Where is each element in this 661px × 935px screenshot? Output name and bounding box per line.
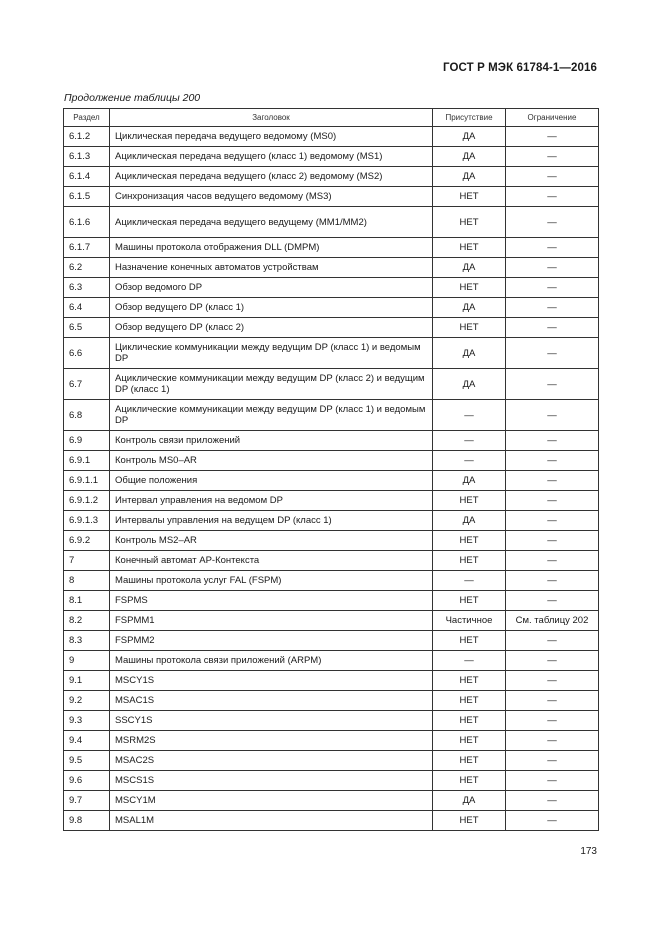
cell-section: 6.9.1 [64, 451, 110, 471]
cell-limitation: — [506, 571, 599, 591]
table-row [64, 791, 599, 811]
cell-limitation: — [506, 711, 599, 731]
cell-limitation: — [506, 207, 599, 238]
cell-title: Интервал управления на ведомом DP [110, 491, 433, 511]
cell-section: 6.9 [64, 431, 110, 451]
cell-section: 8.2 [64, 611, 110, 631]
table-row [64, 238, 599, 258]
cell-section: 9.1 [64, 671, 110, 691]
cell-title: MSAC2S [110, 751, 433, 771]
cell-presence: НЕТ [433, 187, 506, 207]
cell-presence: НЕТ [433, 811, 506, 831]
table-row [64, 338, 599, 369]
table-row [64, 531, 599, 551]
column-header-presence: Присутствие [433, 109, 506, 127]
cell-presence: — [433, 571, 506, 591]
cell-limitation: — [506, 651, 599, 671]
cell-title: Ациклические коммуникации между ведущим DP (класс 1) и ведомым DP [110, 400, 433, 431]
cell-title: Обзор ведущего DP (класс 2) [110, 318, 433, 338]
cell-title: Машины протокола связи приложений (ARPM) [110, 651, 433, 671]
table-row [64, 431, 599, 451]
table-row [64, 127, 599, 147]
cell-limitation: — [506, 187, 599, 207]
cell-presence: ДА [433, 511, 506, 531]
cell-presence: НЕТ [433, 278, 506, 298]
cell-presence: НЕТ [433, 207, 506, 238]
table-body [64, 127, 599, 831]
cell-limitation: — [506, 591, 599, 611]
cell-limitation: — [506, 511, 599, 531]
cell-section: 6.4 [64, 298, 110, 318]
cell-limitation: — [506, 431, 599, 451]
cell-section: 6.1.2 [64, 127, 110, 147]
cell-title: Ациклические коммуникации между ведущим DP (класс 2) и ведущим DP (класс 1) [110, 369, 433, 400]
cell-limitation: — [506, 451, 599, 471]
cell-presence: НЕТ [433, 711, 506, 731]
cell-section: 6.9.1.1 [64, 471, 110, 491]
table-row [64, 551, 599, 571]
table-row [64, 571, 599, 591]
table-row [64, 369, 599, 400]
cell-presence: ДА [433, 369, 506, 400]
cell-title: Контроль MS0–AR [110, 451, 433, 471]
cell-section: 6.9.1.2 [64, 491, 110, 511]
cell-limitation: — [506, 631, 599, 651]
cell-limitation: — [506, 147, 599, 167]
cell-section: 8.3 [64, 631, 110, 651]
cell-limitation: — [506, 531, 599, 551]
cell-title: Циклическая передача ведущего ведомому (MS0) [110, 127, 433, 147]
cell-section: 8.1 [64, 591, 110, 611]
table-row [64, 591, 599, 611]
cell-presence: НЕТ [433, 591, 506, 611]
cell-title: MSCY1M [110, 791, 433, 811]
cell-limitation: — [506, 238, 599, 258]
cell-title: Циклические коммуникации между ведущим DP (класс 1) и ведомым DP [110, 338, 433, 369]
cell-section: 6.1.7 [64, 238, 110, 258]
cell-section: 9 [64, 651, 110, 671]
cell-section: 6.9.1.3 [64, 511, 110, 531]
cell-section: 9.5 [64, 751, 110, 771]
cell-presence: ДА [433, 167, 506, 187]
cell-presence: НЕТ [433, 318, 506, 338]
column-header-title: Заголовок [110, 109, 433, 127]
cell-limitation: — [506, 731, 599, 751]
cell-section: 6.9.2 [64, 531, 110, 551]
table-row [64, 451, 599, 471]
table-row [64, 318, 599, 338]
cell-presence: Частичное [433, 611, 506, 631]
cell-presence: НЕТ [433, 691, 506, 711]
cell-presence: — [433, 431, 506, 451]
table-row [64, 731, 599, 751]
cell-title: Машины протокола услуг FAL (FSPM) [110, 571, 433, 591]
cell-limitation: — [506, 167, 599, 187]
table-row [64, 691, 599, 711]
cell-section: 6.3 [64, 278, 110, 298]
cell-section: 9.4 [64, 731, 110, 751]
cell-limitation: — [506, 671, 599, 691]
cell-section: 6.2 [64, 258, 110, 278]
cell-title: Интервалы управления на ведущем DP (класс 1) [110, 511, 433, 531]
cell-title: Ациклическая передача ведущего (класс 1) ведомому (MS1) [110, 147, 433, 167]
document-standard-id: ГОСТ Р МЭК 61784-1—2016 [443, 62, 597, 74]
table-row [64, 400, 599, 431]
cell-presence: ДА [433, 298, 506, 318]
table-row [64, 771, 599, 791]
cell-limitation: — [506, 258, 599, 278]
table-row [64, 258, 599, 278]
table-row [64, 167, 599, 187]
cell-title: MSCY1S [110, 671, 433, 691]
cell-presence: НЕТ [433, 491, 506, 511]
cell-title: FSPMS [110, 591, 433, 611]
cell-presence: — [433, 651, 506, 671]
cell-presence: НЕТ [433, 551, 506, 571]
cell-presence: — [433, 400, 506, 431]
cell-presence: — [433, 451, 506, 471]
cell-limitation: См. таблицу 202 [506, 611, 599, 631]
cell-section: 9.3 [64, 711, 110, 731]
cell-section: 9.2 [64, 691, 110, 711]
cell-title: Обзор ведущего DP (класс 1) [110, 298, 433, 318]
cell-limitation: — [506, 127, 599, 147]
table-row [64, 651, 599, 671]
cell-section: 6.7 [64, 369, 110, 400]
cell-limitation: — [506, 278, 599, 298]
cell-title: Контроль связи приложений [110, 431, 433, 451]
table-row [64, 811, 599, 831]
cell-title: MSCS1S [110, 771, 433, 791]
cell-presence: НЕТ [433, 751, 506, 771]
cell-presence: НЕТ [433, 531, 506, 551]
cell-presence: ДА [433, 471, 506, 491]
table-row [64, 751, 599, 771]
table-row [64, 207, 599, 238]
cell-section: 6.5 [64, 318, 110, 338]
cell-presence: НЕТ [433, 731, 506, 751]
cell-limitation: — [506, 751, 599, 771]
table-row [64, 278, 599, 298]
cell-limitation: — [506, 369, 599, 400]
cell-limitation: — [506, 400, 599, 431]
cell-title: MSAC1S [110, 691, 433, 711]
cell-presence: НЕТ [433, 631, 506, 651]
cell-presence: НЕТ [433, 771, 506, 791]
table-row [64, 511, 599, 531]
table-row [64, 187, 599, 207]
cell-title: Синхронизация часов ведущего ведомому (MS3) [110, 187, 433, 207]
table-row [64, 471, 599, 491]
cell-section: 6.1.4 [64, 167, 110, 187]
table-row [64, 147, 599, 167]
table-header-row [64, 109, 599, 127]
cell-limitation: — [506, 471, 599, 491]
cell-title: Ациклическая передача ведущего ведущему (MM1/MM2) [110, 207, 433, 238]
cell-title: Конечный автомат AP-Контекста [110, 551, 433, 571]
cell-title: FSPMM1 [110, 611, 433, 631]
cell-presence: НЕТ [433, 238, 506, 258]
cell-section: 6.6 [64, 338, 110, 369]
cell-title: Назначение конечных автоматов устройствам [110, 258, 433, 278]
cell-limitation: — [506, 811, 599, 831]
table-row [64, 611, 599, 631]
table-row [64, 631, 599, 651]
cell-section: 9.8 [64, 811, 110, 831]
cell-title: Общие положения [110, 471, 433, 491]
cell-section: 9.6 [64, 771, 110, 791]
cell-title: Ациклическая передача ведущего (класс 2) ведомому (MS2) [110, 167, 433, 187]
cell-presence: ДА [433, 258, 506, 278]
cell-section: 8 [64, 571, 110, 591]
cell-limitation: — [506, 338, 599, 369]
cell-limitation: — [506, 491, 599, 511]
cell-limitation: — [506, 298, 599, 318]
column-header-limitation: Ограничение [506, 109, 599, 127]
cell-title: Контроль MS2–AR [110, 531, 433, 551]
cell-presence: ДА [433, 791, 506, 811]
cell-title: Обзор ведомого DP [110, 278, 433, 298]
table-row [64, 491, 599, 511]
cell-presence: ДА [433, 127, 506, 147]
page-number: 173 [580, 846, 597, 857]
table-row [64, 671, 599, 691]
cell-limitation: — [506, 771, 599, 791]
table-caption: Продолжение таблицы 200 [64, 92, 201, 104]
cell-presence: ДА [433, 147, 506, 167]
cell-title: SSCY1S [110, 711, 433, 731]
cell-section: 6.1.3 [64, 147, 110, 167]
cell-section: 6.8 [64, 400, 110, 431]
table-row [64, 711, 599, 731]
cell-section: 6.1.5 [64, 187, 110, 207]
cell-title: Машины протокола отображения DLL (DMPM) [110, 238, 433, 258]
cell-title: MSAL1M [110, 811, 433, 831]
cell-presence: ДА [433, 338, 506, 369]
cell-section: 7 [64, 551, 110, 571]
cell-limitation: — [506, 791, 599, 811]
cell-limitation: — [506, 691, 599, 711]
column-header-section: Раздел [64, 109, 110, 127]
cell-limitation: — [506, 551, 599, 571]
cell-title: MSRM2S [110, 731, 433, 751]
cell-title: FSPMM2 [110, 631, 433, 651]
cell-section: 9.7 [64, 791, 110, 811]
requirements-table [63, 108, 599, 831]
cell-limitation: — [506, 318, 599, 338]
cell-section: 6.1.6 [64, 207, 110, 238]
table-row [64, 298, 599, 318]
cell-presence: НЕТ [433, 671, 506, 691]
